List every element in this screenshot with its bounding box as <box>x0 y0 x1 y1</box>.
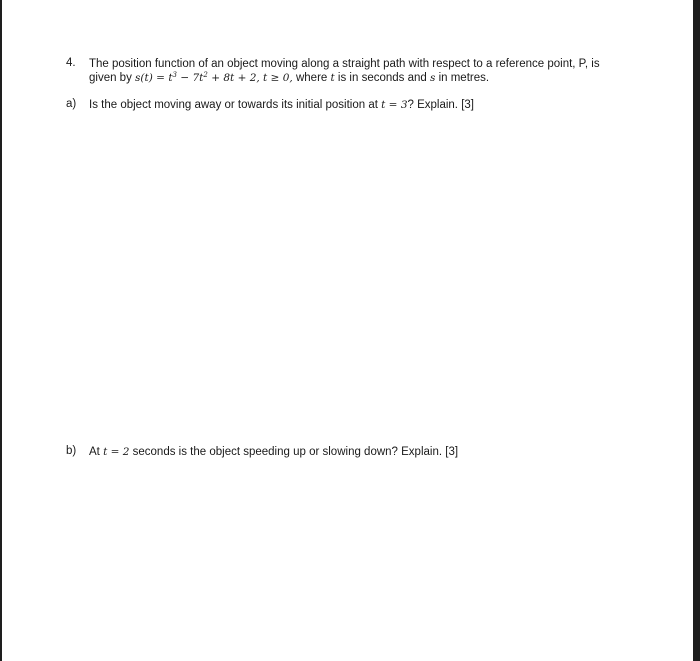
part-b-math: t = 2 <box>103 446 130 458</box>
part-b-label: b) <box>66 445 77 457</box>
position-function-formula <box>135 72 293 84</box>
stem-given-by: given by <box>89 72 136 84</box>
document-page <box>2 0 693 661</box>
part-a-text-suffix: ? Explain. [3] <box>407 99 474 111</box>
formula-eq: = t <box>152 72 173 84</box>
formula-exp3: 3 <box>172 71 178 79</box>
formula-tail: + 8t + 2, t ≥ 0, <box>207 72 293 84</box>
question-number: 4. <box>66 57 76 69</box>
stem-seconds: is in seconds and <box>334 72 430 84</box>
part-a-question <box>89 98 474 112</box>
part-a-text-prefix: Is the object moving away or towards its initial position at <box>89 99 382 111</box>
formula-mid: − 7t <box>177 72 204 84</box>
part-b-text-suffix: seconds is the object speeding up or slowing down? Explain. [3] <box>129 446 459 458</box>
formula-s: s <box>135 72 141 84</box>
formula-exp2: 2 <box>203 71 208 79</box>
stem-where: where <box>292 72 331 84</box>
question-stem-line-2 <box>89 71 489 85</box>
part-a-math: t = 3 <box>381 99 408 111</box>
part-b-text-prefix: At <box>89 446 104 458</box>
var-t: t <box>330 72 335 84</box>
question-stem-line-1: The position function of an object moving along a straight path with respect to a reference point, P, is <box>89 58 600 70</box>
var-s: s <box>430 72 436 84</box>
part-a-label: a) <box>66 98 77 110</box>
formula-t-arg: (t) <box>140 72 153 84</box>
part-b-question <box>89 445 458 459</box>
stem-metres: in metres. <box>435 72 490 84</box>
